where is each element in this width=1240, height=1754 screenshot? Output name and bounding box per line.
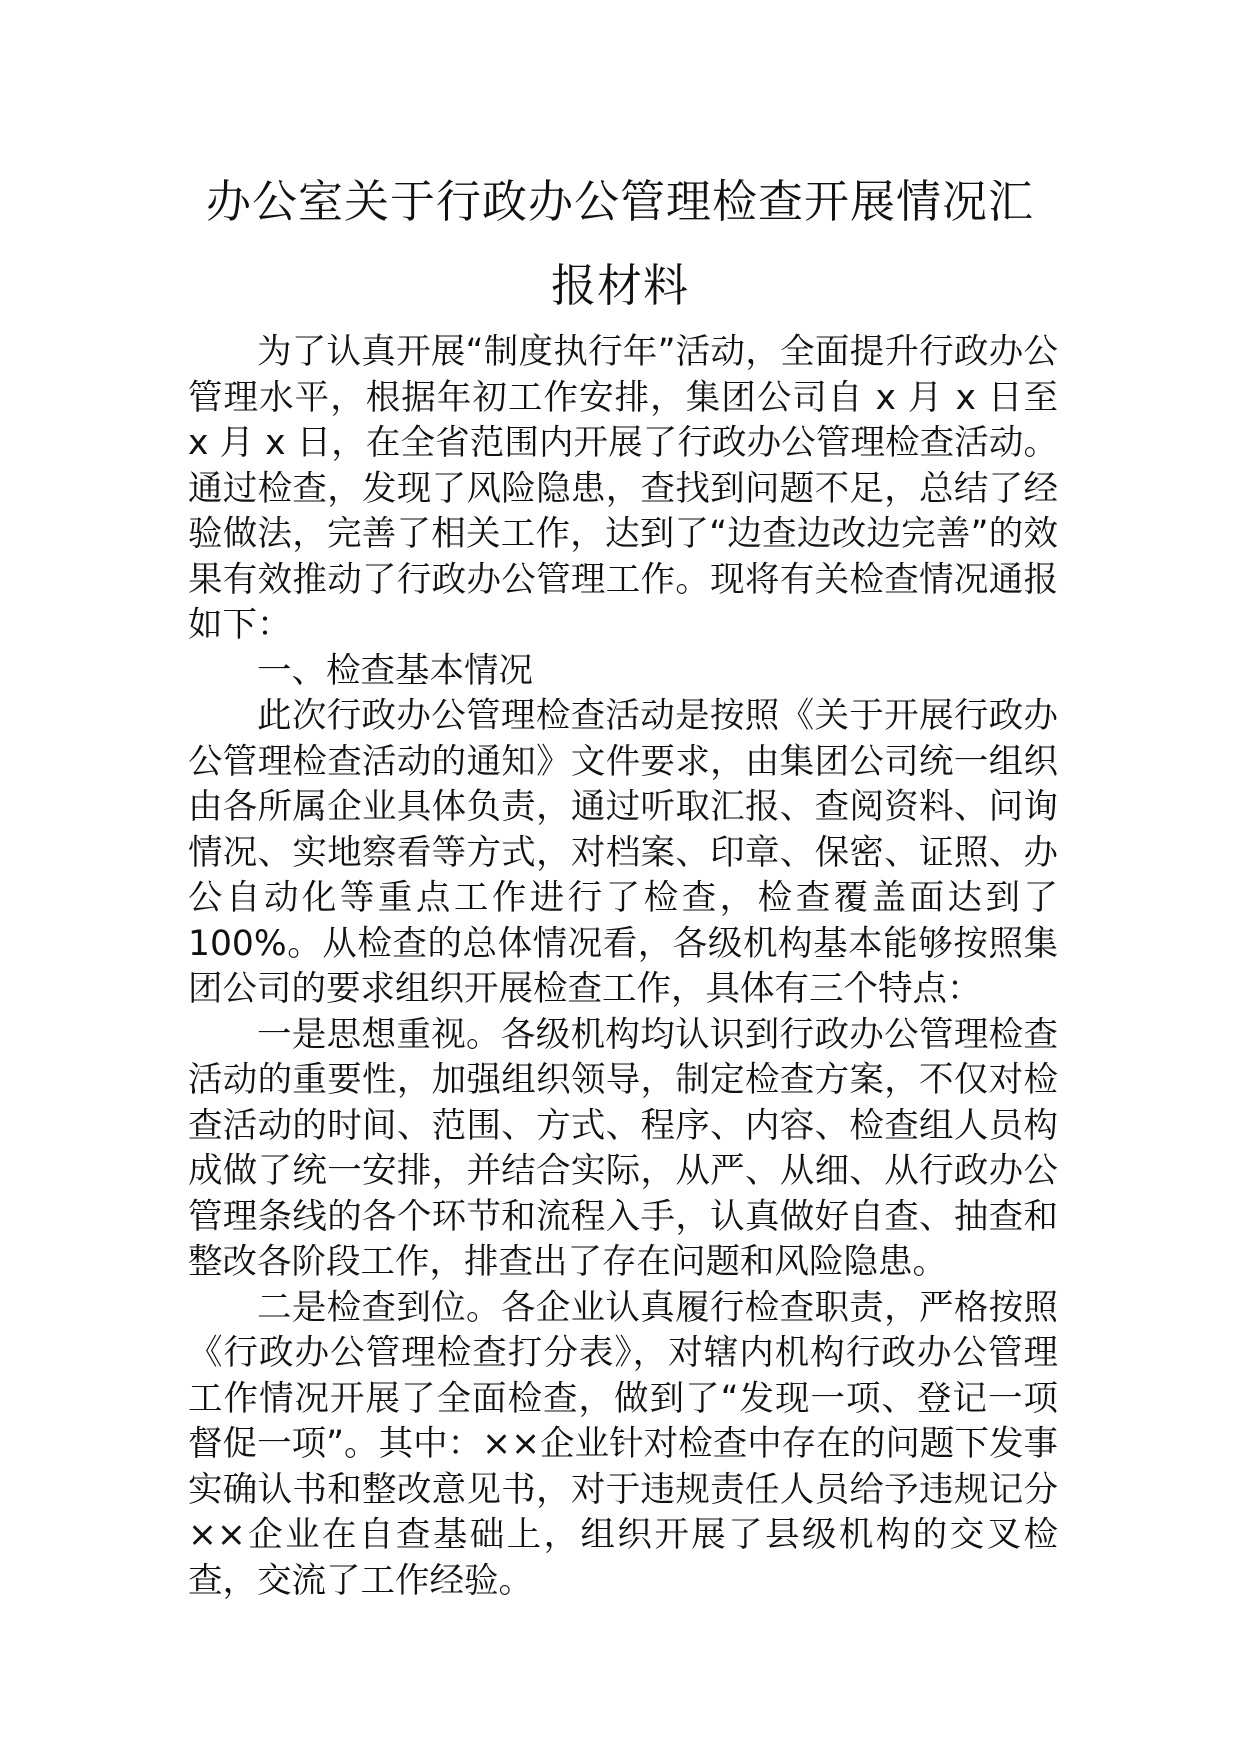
paragraph-overview: 此次行政办公管理检查活动是按照《关于开展行政办公管理检查活动的通知》文件要求，由集团公司统一组织由各所属企业具体负责，通过听取汇报、查阅资料、问询情况、实地察看等方式，对档案、印章、保密、证照、办公自动化等重点工作进行了检查，检查覆盖面达到了100%。从检查的总体情况看，各级机构基本能够按照集团公司的要求组织开展检查工作，具体有三个特点： <box>188 696 1058 1009</box>
title-line-1: 办公室关于行政办公管理检查开展情况汇 <box>205 175 1034 228</box>
document-body <box>188 330 1058 1604</box>
section-heading-1: 一、检查基本情况 <box>257 650 533 691</box>
paragraph-intro: 为了认真开展“制度执行年”活动，全面提升行政办公管理水平，根据年初工作安排，集团公司自 x 月 x 日至 x 月 x 日，在全省范围内开展了行政办公管理检查活动。通过检查，发现了风险隐患，查找到问题不足，总结了经验做法，完善了相关工作，达到了“边查边改边完善”的效果有效推动了行政办公管理工作。现将有关检查情况通报如下： <box>188 332 1058 645</box>
paragraph-point-1: 一是思想重视。各级机构均认识到行政办公管理检查活动的重要性，加强组织领导，制定检查方案，不仅对检查活动的时间、范围、方式、程序、内容、检查组人员构成做了统一安排，并结合实际，从严、从细、从行政办公管理条线的各个环节和流程入手，认真做好自查、抽查和整改各阶段工作，排查出了存在问题和风险隐患。 <box>188 1014 1058 1282</box>
document-title <box>150 160 1090 328</box>
paragraph-point-2: 二是检查到位。各企业认真履行检查职责，严格按照《行政办公管理检查打分表》，对辖内机构行政办公管理工作情况开展了全面检查，做到了“发现一项、登记一项督促一项”。其中：××企业针对检查中存在的问题下发事实确认书和整改意见书，对于违规责任人员给予违规记分××企业在自查基础上，组织开展了县级机构的交叉检查，交流了工作经验。 <box>188 1287 1058 1601</box>
title-line-2: 报材料 <box>550 259 689 312</box>
